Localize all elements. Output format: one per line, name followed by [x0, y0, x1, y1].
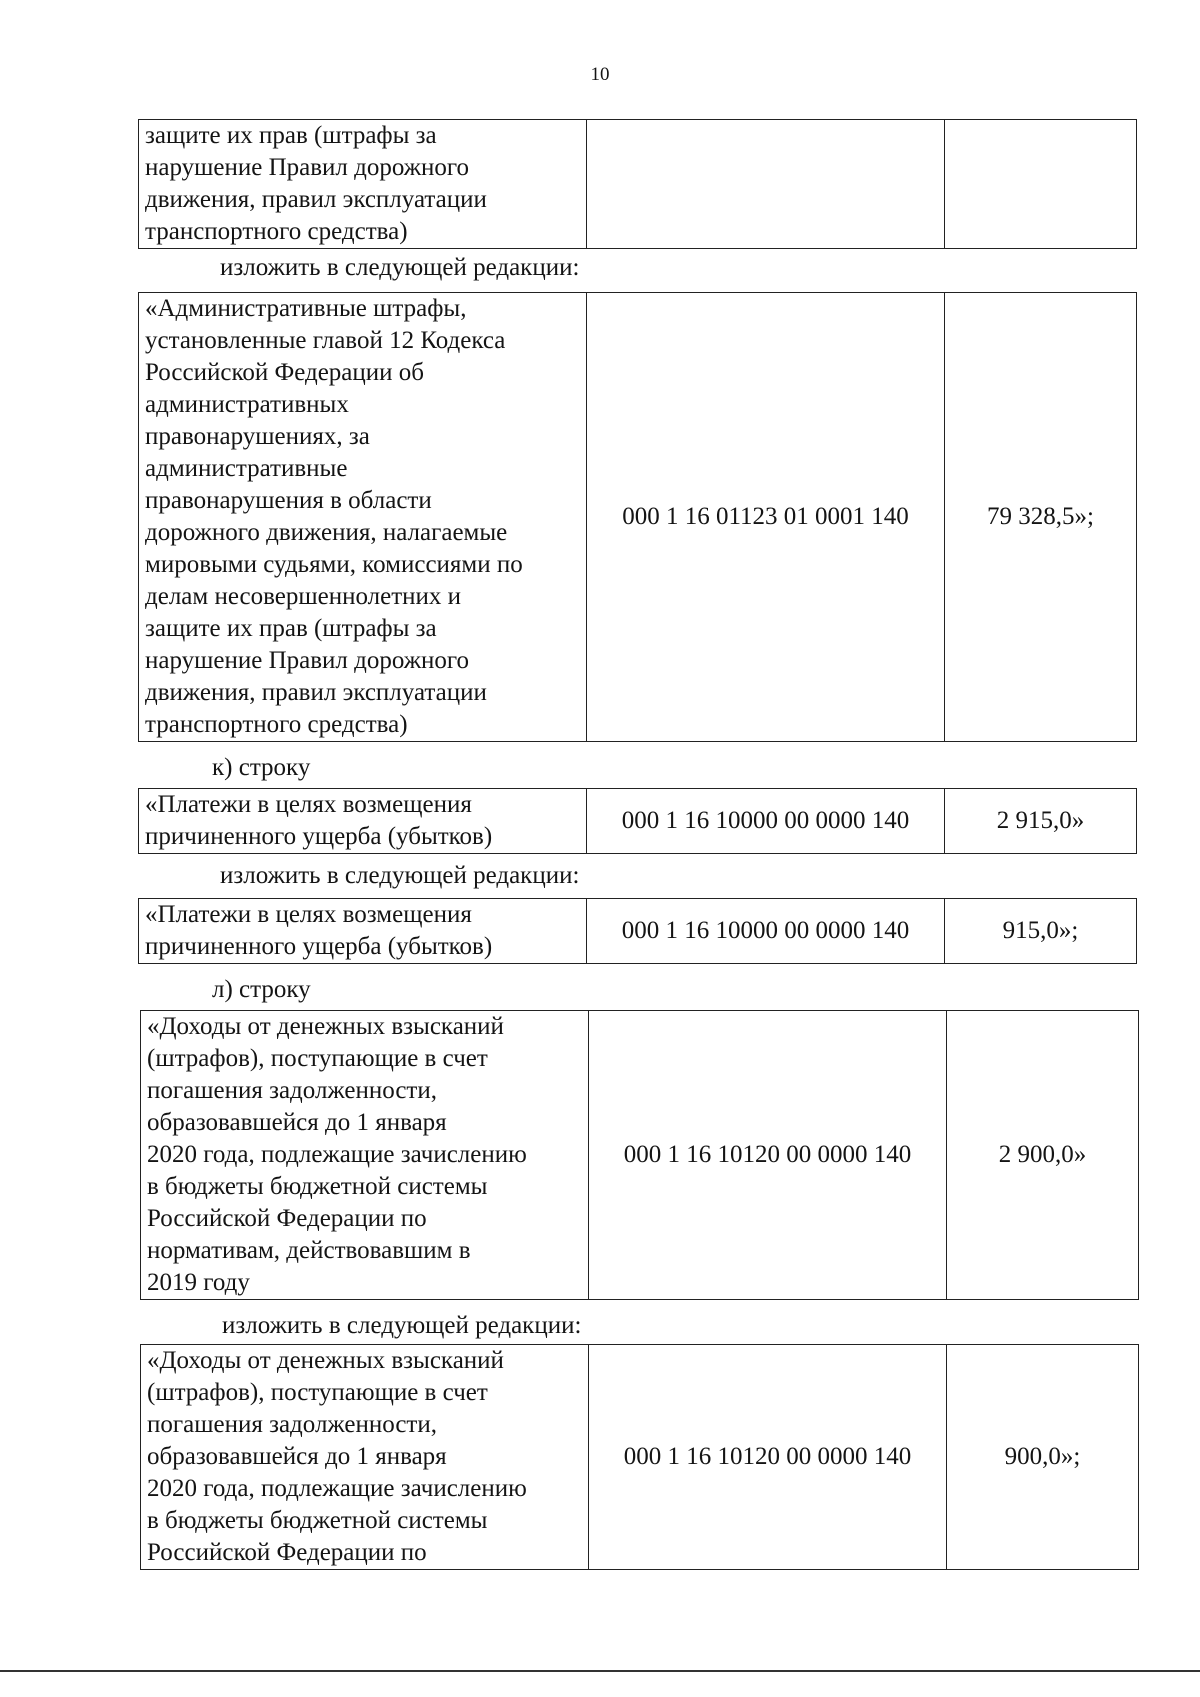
amount-cell: 79 328,5»;: [945, 293, 1137, 742]
revenue-name-cell: «Доходы от денежных взысканий (штрафов), поступающие в счет погашения задолженности, образовавшейся до 1 января 2020 года, подлежащие зачислению в бюджеты бюджетной системы Российской Федерации по: [141, 1345, 589, 1570]
budget-code-cell: [587, 120, 945, 249]
table-row: [139, 789, 1137, 854]
budget-table-new-edition: [138, 292, 1137, 742]
page-bottom-rule: [0, 1670, 1200, 1672]
revenue-name-cell: «Платежи в целях возмещения причиненного ущерба (убытков): [139, 789, 587, 854]
budget-table-new-edition: [140, 1344, 1139, 1570]
budget-table-continuation: [138, 119, 1137, 249]
amount-cell: [945, 120, 1137, 249]
amount-cell: 2 900,0»: [947, 1011, 1139, 1300]
budget-table-old-row: [140, 1010, 1139, 1300]
instruction-text: изложить в следующей редакции:: [220, 254, 580, 281]
instruction-text: изложить в следующей редакции:: [220, 862, 580, 889]
subitem-label: л) строку: [212, 976, 311, 1003]
table-row: [139, 899, 1137, 964]
amount-cell: 915,0»;: [945, 899, 1137, 964]
budget-code-cell: 000 1 16 01123 01 0001 140: [587, 293, 945, 742]
amount-cell: 900,0»;: [947, 1345, 1139, 1570]
amount-cell: 2 915,0»: [945, 789, 1137, 854]
budget-code-cell: 000 1 16 10000 00 0000 140: [587, 899, 945, 964]
budget-table-old-row: [138, 788, 1137, 854]
table-row: [139, 293, 1137, 742]
table-row: [139, 120, 1137, 249]
subitem-label: к) строку: [212, 754, 311, 781]
budget-code-cell: 000 1 16 10120 00 0000 140: [589, 1345, 947, 1570]
revenue-name-cell: «Административные штрафы, установленные главой 12 Кодекса Российской Федерации об административных правонарушениях, за административные правонарушения в области дорожного движения, налагаемые мировыми судьями, комиссиями по делам несовершеннолетних и защите их прав (штрафы за нарушение Правил дорожного движения, правил эксплуатации транспортного средства): [139, 293, 587, 742]
instruction-text: изложить в следующей редакции:: [222, 1312, 582, 1339]
revenue-name-cell: «Доходы от денежных взысканий (штрафов), поступающие в счет погашения задолженности, образовавшейся до 1 января 2020 года, подлежащие зачислению в бюджеты бюджетной системы Российской Федерации по нормативам, действовавшим в 2019 году: [141, 1011, 589, 1300]
table-row: [141, 1345, 1139, 1570]
budget-table-new-edition: [138, 898, 1137, 964]
table-row: [141, 1011, 1139, 1300]
revenue-name-cell: «Платежи в целях возмещения причиненного ущерба (убытков): [139, 899, 587, 964]
budget-code-cell: 000 1 16 10000 00 0000 140: [587, 789, 945, 854]
page-number: 10: [590, 64, 610, 85]
budget-code-cell: 000 1 16 10120 00 0000 140: [589, 1011, 947, 1300]
revenue-name-cell: защите их прав (штрафы за нарушение Правил дорожного движения, правил эксплуатации транспортного средства): [139, 120, 587, 249]
